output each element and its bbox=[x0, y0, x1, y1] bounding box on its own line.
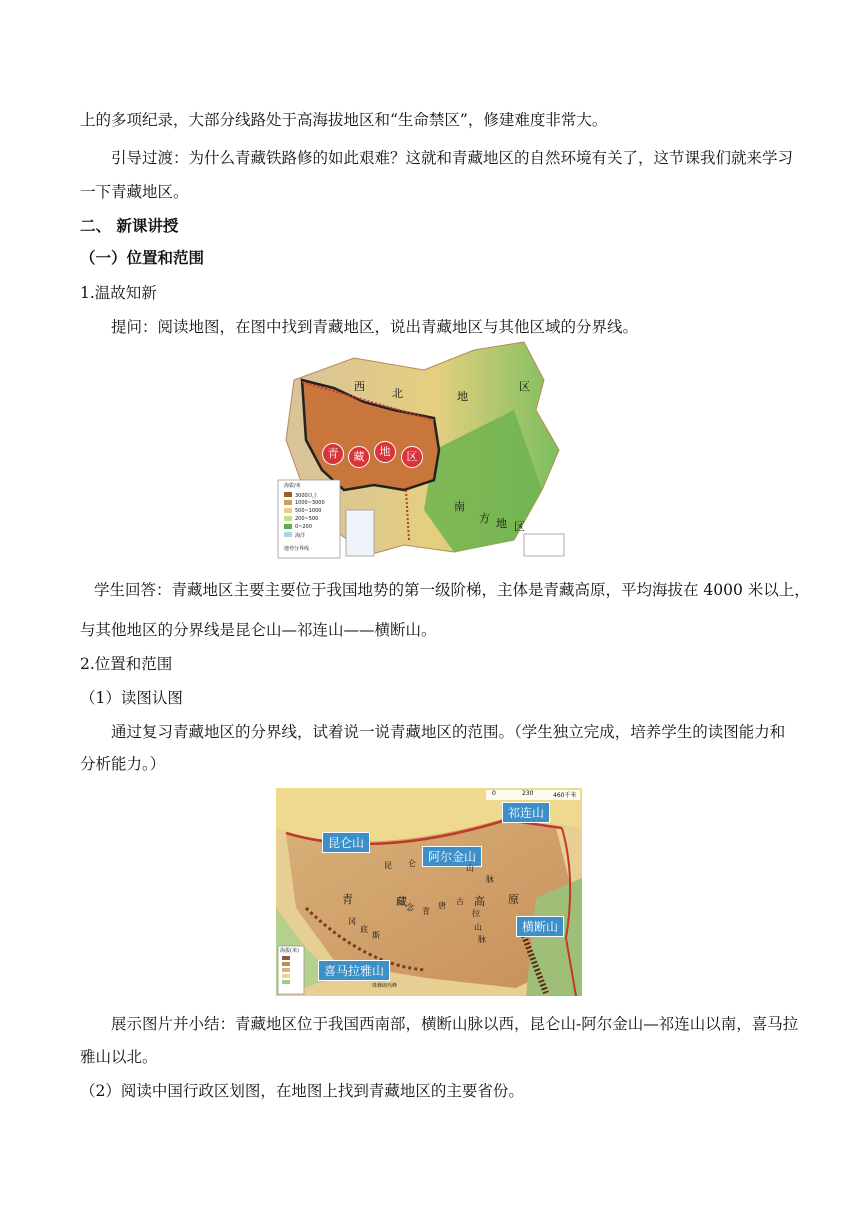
tibet-circle-label: 地 bbox=[374, 441, 396, 463]
scale-label: 460千米 bbox=[553, 792, 577, 799]
mountain-callout: 横断山 bbox=[516, 916, 564, 937]
region-label: 南 bbox=[454, 500, 465, 513]
minor-label: 珠穆朗玛峰 bbox=[372, 983, 398, 989]
minor-label: 古 bbox=[456, 897, 464, 906]
section-heading: 二、 新课讲授 bbox=[80, 217, 179, 235]
minor-label: 青 bbox=[422, 907, 430, 916]
summary-text: 雅山以北。 bbox=[80, 1048, 158, 1066]
tibet-circle-label: 青 bbox=[322, 443, 344, 465]
minor-label: 脉 bbox=[486, 875, 494, 884]
mountain-callout: 阿尔金山 bbox=[422, 846, 482, 867]
legend-item: 0~200 bbox=[295, 524, 312, 530]
paragraph-line: 一下青藏地区。 bbox=[80, 183, 189, 201]
plateau-label: 藏 bbox=[396, 895, 407, 908]
region-label: 西 bbox=[354, 380, 365, 393]
minor-label: 脉 bbox=[478, 935, 486, 944]
legend-item: 海洋 bbox=[295, 533, 306, 539]
tibet-circle-label: 藏 bbox=[348, 446, 370, 468]
minor-label: 山 bbox=[466, 864, 474, 873]
mountain-callout: 祁连山 bbox=[502, 802, 550, 823]
paragraph-line: 上的多项纪录，大部分线路处于高海拔地区和“生命禁区”，修建难度非常大。 bbox=[80, 111, 608, 129]
minor-label: 拉 bbox=[472, 909, 480, 918]
paragraph-line: 分析能力。） bbox=[80, 755, 166, 773]
list-subitem: （2）阅读中国行政区划图，在地图上找到青藏地区的主要省份。 bbox=[80, 1082, 524, 1100]
minor-label: 冈 bbox=[348, 917, 356, 926]
scale-label: 0 bbox=[492, 790, 496, 797]
scale-label: 230 bbox=[522, 790, 534, 797]
china-terrain-map bbox=[274, 340, 584, 562]
answer-text: 与其他地区的分界线是昆仑山—祁连山——横断山。 bbox=[80, 621, 437, 639]
plateau-label: 高 bbox=[474, 895, 485, 908]
summary-text: 展示图片并小结：青藏地区位于我国西南部，横断山脉以西，昆仑山-阿尔金山—祁连山以南，喜马拉 bbox=[111, 1015, 799, 1033]
list-item: 2.位置和范围 bbox=[80, 655, 173, 673]
answer-text: 学生回答：青藏地区主要主要位于我国地势的第一级阶梯，主体是青藏高原，平均海拔在 4000 米以上， bbox=[94, 581, 810, 599]
region-label: 区 bbox=[519, 380, 530, 393]
legend-footer: 地势分界线 bbox=[284, 546, 310, 552]
plateau-label: 原 bbox=[508, 893, 519, 906]
tibet-mountains-map bbox=[276, 788, 582, 996]
minor-label: 仑 bbox=[408, 859, 416, 868]
region-label: 地 bbox=[457, 390, 468, 403]
question-text: 提问：阅读地图，在图中找到青藏地区，说出青藏地区与其他区域的分界线。 bbox=[111, 318, 639, 336]
minor-label: 底 bbox=[360, 925, 368, 934]
region-label: 区 bbox=[514, 520, 525, 533]
mountain-callout: 昆仑山 bbox=[322, 832, 370, 853]
minor-label: 斯 bbox=[372, 931, 380, 940]
legend-item: 1000~3000 bbox=[295, 500, 325, 506]
region-label: 北 bbox=[392, 387, 403, 400]
list-subitem: （1）读图认图 bbox=[80, 689, 183, 707]
legend-title: 海拔/米 bbox=[284, 483, 301, 489]
tibet-circle-label: 区 bbox=[401, 446, 423, 468]
region-label: 地 bbox=[496, 517, 507, 530]
minor-label: 昆 bbox=[384, 861, 392, 870]
legend-title: 海拔(米) bbox=[280, 948, 299, 954]
region-label: 方 bbox=[479, 512, 490, 525]
minor-label: 唐 bbox=[438, 901, 446, 910]
subsection-heading: （一）位置和范围 bbox=[80, 249, 205, 267]
minor-label: 念 bbox=[406, 903, 414, 912]
list-item: 1.温故知新 bbox=[80, 284, 157, 302]
legend-item: 500~1000 bbox=[295, 508, 322, 514]
paragraph-line: 引导过渡：为什么青藏铁路修的如此艰难？这就和青藏地区的自然环境有关了，这节课我们就来学习 bbox=[111, 149, 794, 167]
plateau-label: 青 bbox=[342, 893, 353, 906]
paragraph-line: 通过复习青藏地区的分界线，试着说一说青藏地区的范围。（学生独立完成，培养学生的读图能力和 bbox=[111, 723, 786, 741]
legend-item: 3000以上 bbox=[295, 493, 318, 499]
minor-label: 山 bbox=[474, 923, 482, 932]
mountain-callout: 喜马拉雅山 bbox=[318, 960, 390, 981]
legend-item: 200~500 bbox=[295, 516, 319, 522]
